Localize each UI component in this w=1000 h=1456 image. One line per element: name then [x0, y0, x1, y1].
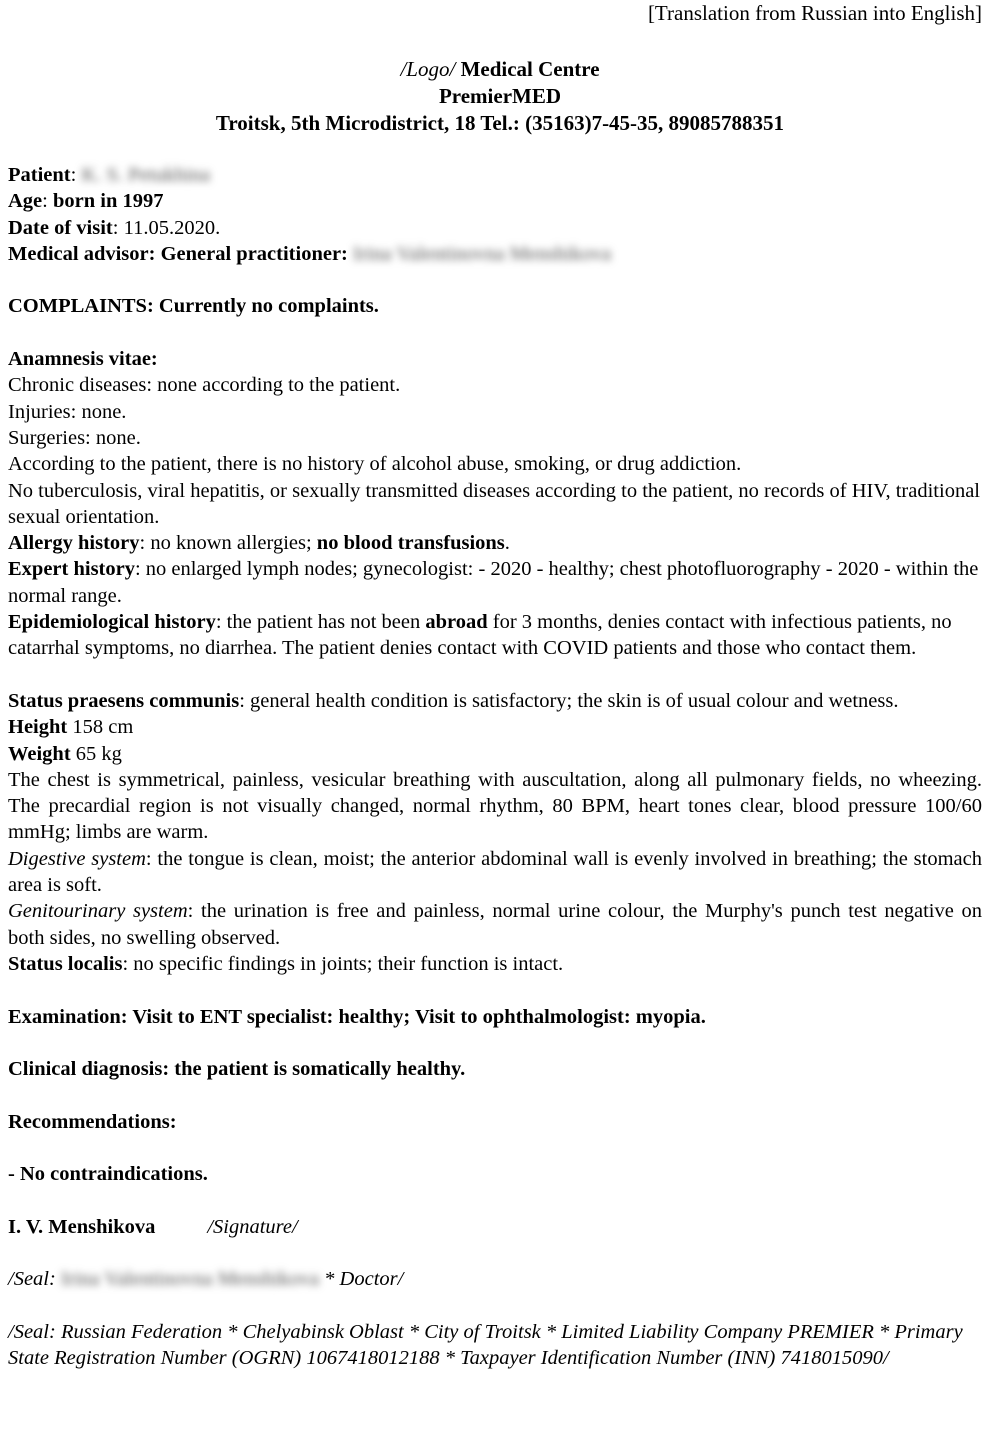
age-value: born in 1997	[52, 190, 164, 213]
advisor-label: Medical advisor: General practitioner:	[8, 242, 348, 265]
epidemiological-history: Epidemiological history: the patient has not been abroad for 3 months, denies contact with infectious patients, no catarrhal symptoms, no diarrhea. The patient denies contact with COVID patients and those who contact them.	[8, 611, 952, 660]
age-line: Age: born in 1997	[8, 190, 164, 213]
visit-label: Date of visit	[8, 216, 113, 239]
patient-label: Patient	[8, 164, 71, 186]
digestive-system: Digestive system: the tongue is clean, moist; the anterior abdominal wall is evenly involved in breathing; the stomach area is soft.	[8, 847, 982, 897]
patient-name-redacted: K. S. Petukhina	[81, 164, 211, 186]
header-line-3: Troitsk, 5th Microdistrict, 18 Tel.: (35163)7-45-35, 89085788351	[215, 111, 785, 135]
advisor-line	[8, 241, 982, 267]
header-line-1: Medical Centre	[460, 57, 600, 81]
translation-note: [Translation from Russian into English]	[647, 1, 982, 25]
seal-company: /Seal: Russian Federation * Chelyabinsk Oblast * City of Troitsk * Limited Liability Company PREMIER * Primary State Registration Number (OGRN) 1067418012188 * Taxpayer Identification Number (INN) 7418015090/	[8, 1321, 963, 1370]
recommendation-item: - No contraindications.	[8, 1163, 208, 1186]
complaints: COMPLAINTS: Currently no complaints.	[8, 295, 379, 318]
document-body	[8, 162, 982, 1372]
patient-line: Patient: K. S. Petukhina	[8, 162, 982, 188]
anamnesis-habits: According to the patient, there is no history of alcohol abuse, smoking, or drug addiction.	[8, 453, 742, 476]
height-line: Height 158 cm	[8, 716, 134, 739]
anamnesis-infections: No tuberculosis, viral hepatitis, or sexually transmitted diseases according to the patient, no records of HIV, traditional sexual orientation.	[8, 479, 980, 528]
status-localis: Status localis: no specific findings in joints; their function is intact.	[8, 952, 564, 975]
visit-value: 11.05.2020.	[123, 216, 221, 239]
document-header	[0, 56, 1000, 137]
weight-line: Weight 65 kg	[8, 742, 122, 765]
signature-line	[8, 1214, 982, 1240]
anamnesis-surgeries: Surgeries: none.	[8, 426, 141, 449]
clinical-diagnosis: Clinical diagnosis: the patient is somatically healthy.	[8, 1058, 466, 1081]
header-line-2: PremierMED	[438, 84, 562, 108]
signature-mark: /Signature/	[207, 1215, 298, 1238]
anamnesis-chronic: Chronic diseases: none according to the patient.	[8, 374, 401, 397]
recommendations-title: Recommendations:	[8, 1110, 177, 1133]
genitourinary-system: Genitourinary system: the urination is free and painless, normal urine colour, the Murphy's punch test negative on both sides, no swelling observed.	[8, 900, 983, 949]
anamnesis-injuries: Injuries: none.	[8, 400, 127, 423]
expert-history: Expert history: no enlarged lymph nodes; gynecologist: - 2020 - healthy; chest photofluorography - 2020 - within the normal range.	[8, 558, 979, 607]
visit-line: Date of visit: 11.05.2020.	[8, 216, 221, 239]
status-praesens: Status praesens communis: general health condition is satisfactory; the skin is of usual colour and wetness.	[8, 689, 899, 712]
seal-doctor: /Seal: Irina Valentinovna Menshikova * Doctor/	[8, 1266, 982, 1292]
doctor-name: I. V. Menshikova	[8, 1215, 156, 1238]
examination: Examination: Visit to ENT specialist: healthy; Visit to ophthalmologist: myopia.	[8, 1005, 706, 1028]
advisor-name-redacted: Irina Valentinovna Menshikova	[353, 242, 612, 265]
age-label: Age	[8, 190, 43, 213]
seal-doctor-name-redacted: Irina Valentinovna Menshikova	[60, 1268, 320, 1291]
chest-exam: The chest is symmetrical, painless, vesicular breathing with auscultation, along all pulmonary fields, no wheezing. The precardial region is not visually changed, normal rhythm, 80 BPM, heart tones clear, blood pressure 100/60 mmHg; limbs are warm.	[8, 768, 982, 844]
anamnesis-title: Anamnesis vitae:	[8, 348, 158, 371]
allergy-history: Allergy history: no known allergies; no blood transfusions.	[8, 532, 510, 555]
logo-placeholder: /Logo/	[400, 57, 456, 81]
